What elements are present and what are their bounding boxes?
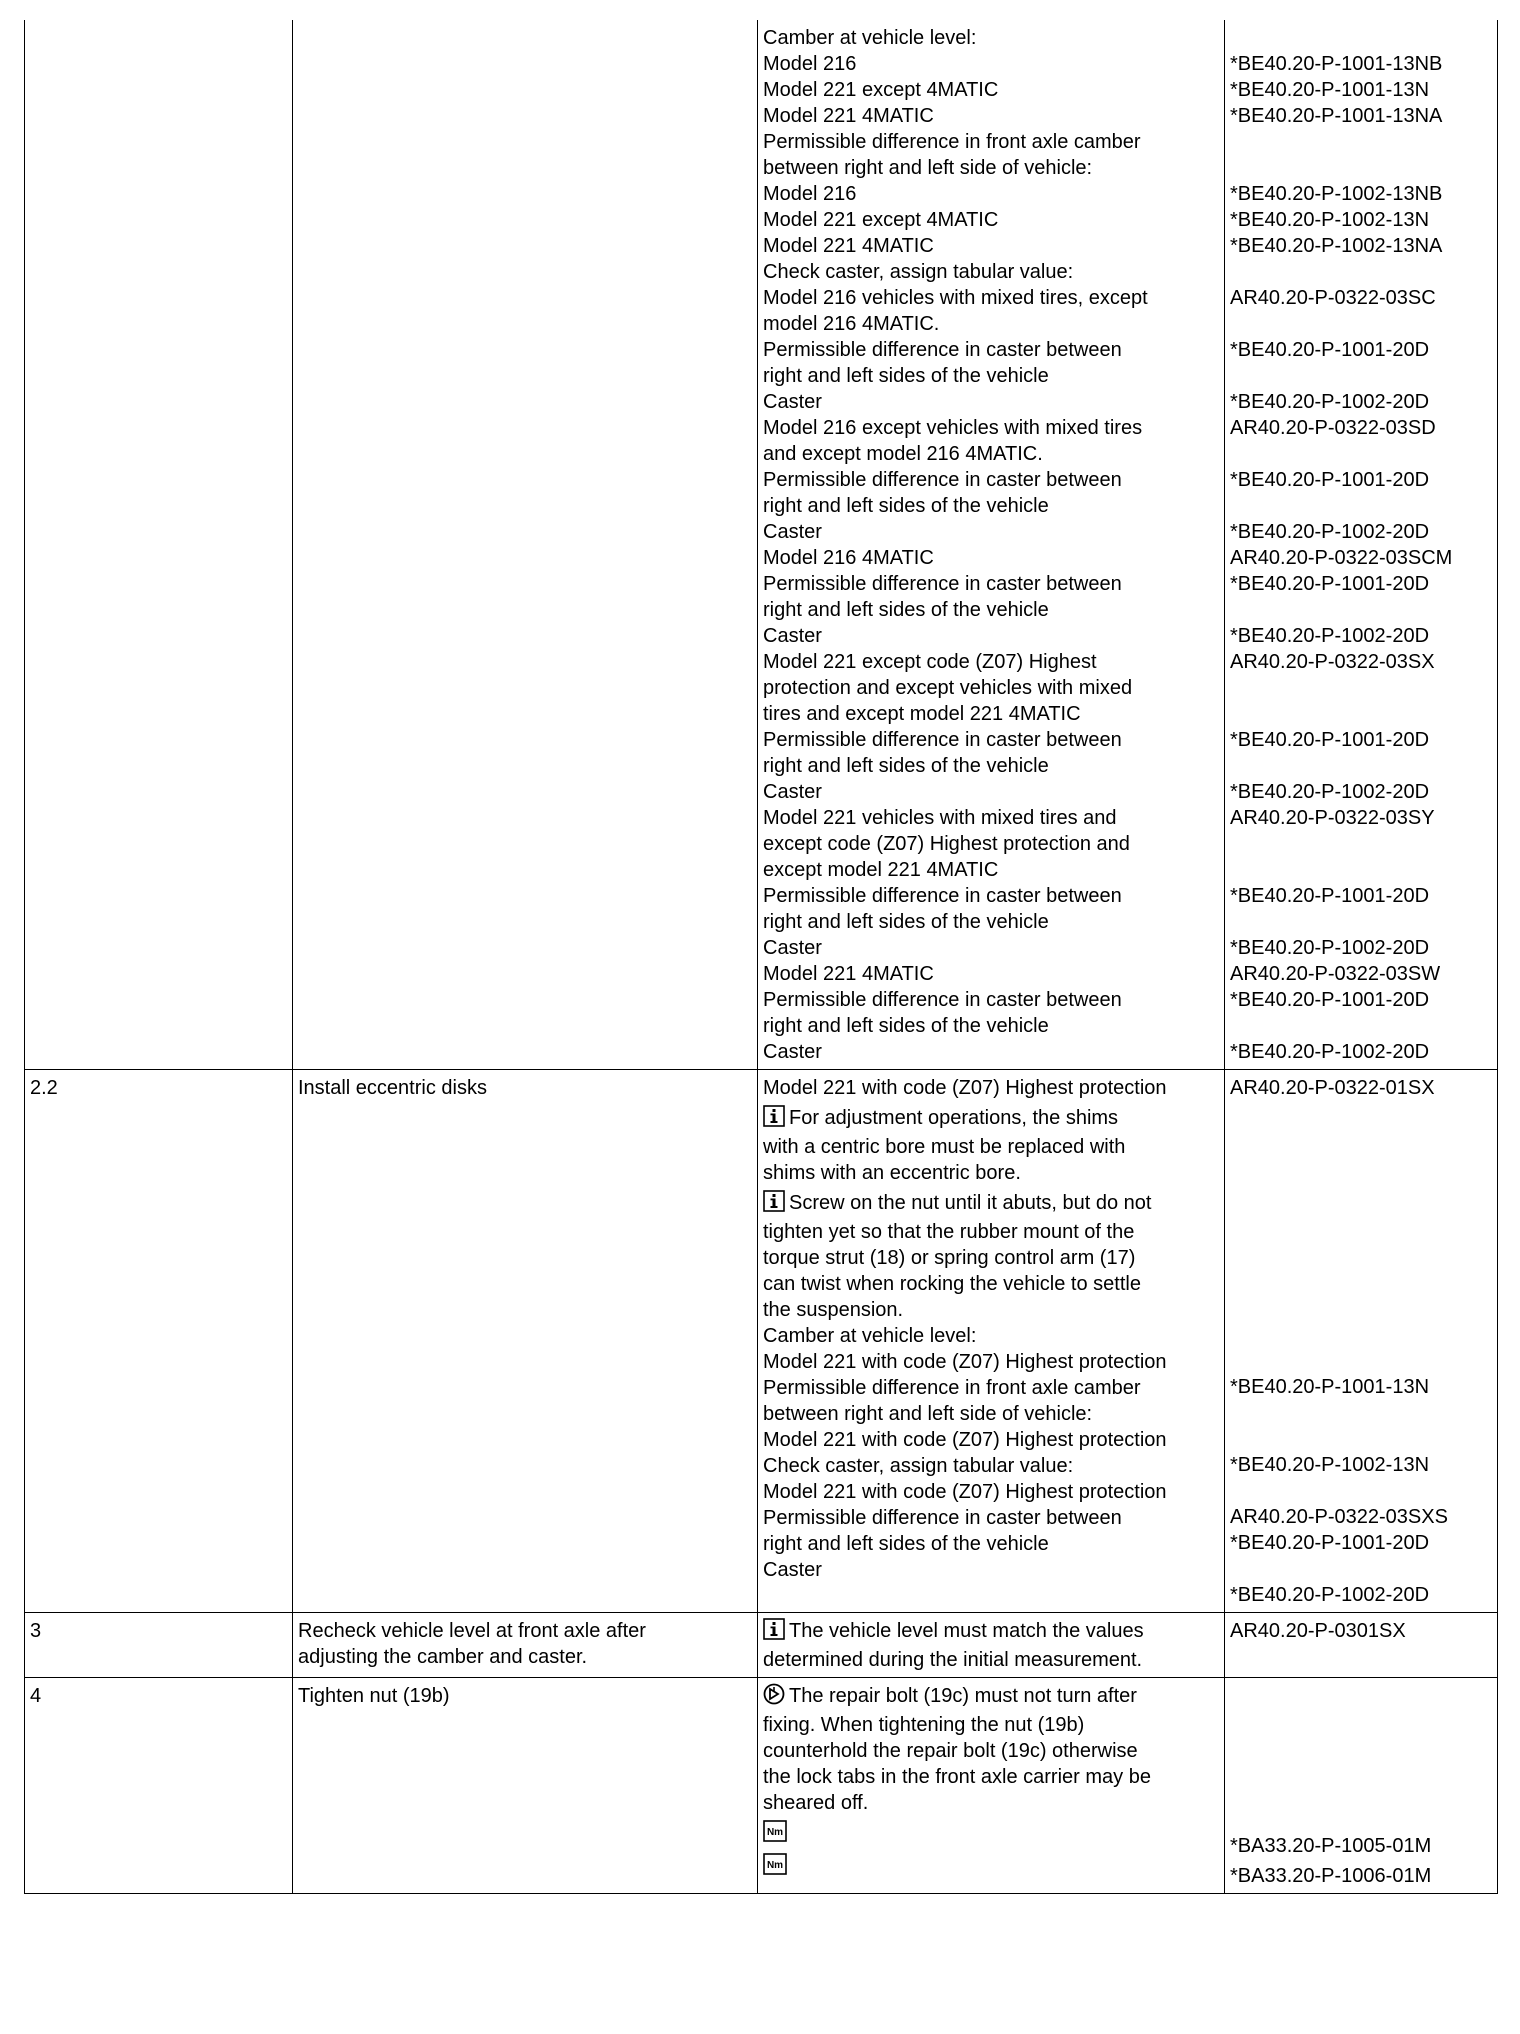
detail-line: AR40.20-P-0322-03SX [1230,651,1435,673]
detail-line: right and left sides of the vehicle [763,599,1049,621]
info-note: For adjustment operations, the shims with a centric bore must be replaced with shims with an eccentric bore. [763,1107,1126,1184]
detail-line [1230,129,1492,155]
detail-line: *BE40.20-P-1002-13NB [1230,183,1443,205]
detail-line: Model 216 [763,53,857,75]
detail-line: *BE40.20-P-1001-20D [1230,573,1430,595]
caution-note: The repair bolt (19c) must not turn after fixing. When tightening the nut (19b) counterhold the repair bolt (19c) otherwise the lock tabs in the front axle carrier may be sheared off. [763,1685,1151,1814]
detail-line [1230,1400,1492,1426]
detail-line [1230,1426,1492,1452]
detail-line [1230,753,1492,779]
detail-line: Permissible difference in caster between [763,1507,1122,1529]
details-cell [758,1613,1225,1678]
detail-line [1230,493,1492,519]
detail-line [1230,1556,1492,1582]
torque-row [763,1820,1219,1849]
details-cell [758,1070,1225,1613]
reference-code: *BA33.20-P-1005-01M [1230,1835,1432,1857]
model-line: Model 221 with code (Z07) Highest protection [763,1077,1167,1099]
detail-line: *BE40.20-P-1001-20D [1230,729,1430,751]
detail-line: *BE40.20-P-1001-20D [1230,885,1430,907]
detail-line: Model 216 vehicles with mixed tires, except [763,287,1148,309]
detail-line: Model 221 with code (Z07) Highest protection [763,1351,1167,1373]
info-note: The vehicle level must match the values determined during the initial measurement. [763,1620,1144,1671]
procedure-table [24,20,1498,1894]
detail-line: Model 221 except code (Z07) Highest [763,651,1097,673]
detail-line [1230,675,1492,701]
detail-line [1230,701,1492,727]
detail-line: *BE40.20-P-1002-13N [1230,1454,1430,1476]
detail-line: AR40.20-P-0322-03SC [1230,287,1436,309]
table-row [25,1070,1498,1613]
table-row [25,1613,1498,1678]
detail-line: *BE40.20-P-1002-20D [1230,781,1430,803]
reference-cell: AR40.20-P-0301SX [1225,1613,1498,1678]
detail-line [1230,909,1492,935]
detail-line: Model 221 except 4MATIC [763,209,999,231]
detail-line [1230,311,1492,337]
detail-line: model 216 4MATIC. [763,313,940,335]
detail-line: Model 221 4MATIC [763,963,934,985]
detail-line: *BE40.20-P-1002-20D [1230,937,1430,959]
detail-line: right and left sides of the vehicle [763,911,1049,933]
info-icon [763,1190,785,1219]
detail-line [1230,831,1492,857]
info-icon [763,1618,785,1647]
operation-cell: Tighten nut (19b) [293,1678,758,1894]
torque-row [763,1853,1219,1882]
step-cell: 4 [25,1678,293,1894]
detail-line: Caster [763,1041,822,1063]
operation-cell [293,20,758,1070]
torque-nm-icon [763,1820,787,1849]
detail-line: Permissible difference in caster between [763,469,1122,491]
detail-line: *BE40.20-P-1001-13NB [1230,53,1443,75]
detail-line: *BE40.20-P-1002-20D [1230,391,1430,413]
detail-line: AR40.20-P-0322-03SY [1230,807,1435,829]
detail-line: Check caster, assign tabular value: [763,1455,1074,1477]
detail-line: AR40.20-P-0322-03SXS [1230,1506,1448,1528]
detail-line: *BE40.20-P-1001-13NA [1230,105,1443,127]
detail-line: Permissible difference in caster between [763,885,1122,907]
caution-icon [763,1683,785,1712]
table-row [25,1678,1498,1894]
operation-cell: Install eccentric disks [293,1070,758,1613]
detail-line: Caster [763,781,822,803]
detail-line: Model 221 4MATIC [763,235,934,257]
detail-line: Permissible difference in front axle camber [763,1377,1141,1399]
detail-line: Caster [763,521,822,543]
step-cell: 3 [25,1613,293,1678]
detail-line: Camber at vehicle level: [763,1325,977,1347]
detail-line: AR40.20-P-0322-03SCM [1230,547,1453,569]
detail-line: Caster [763,391,822,413]
info-note: Screw on the nut until it abuts, but do not tighten yet so that the rubber mount of the torque strut (18) or spring control arm (17) can twist when rocking the vehicle to settle the suspension. [763,1192,1152,1321]
detail-line: *BE40.20-P-1001-13N [1230,79,1430,101]
torque-nm-icon [763,1853,787,1882]
detail-line: Permissible difference in caster between [763,729,1122,751]
detail-line: Model 216 except vehicles with mixed tires [763,417,1143,439]
detail-line: Permissible difference in caster between [763,989,1122,1011]
reference-code: *BA33.20-P-1006-01M [1230,1865,1432,1887]
detail-line [1230,857,1492,883]
reference-code: AR40.20-P-0322-01SX [1230,1077,1435,1099]
detail-line: Permissible difference in front axle camber [763,131,1141,153]
detail-line: right and left sides of the vehicle [763,1533,1049,1555]
step-cell: 2.2 [25,1070,293,1613]
svg-text:Nm: Nm [766,1860,784,1871]
detail-line: *BE40.20-P-1001-20D [1230,1532,1430,1554]
reference-cell [1225,1678,1498,1894]
detail-line: *BE40.20-P-1002-20D [1230,1584,1430,1606]
detail-line: Model 221 4MATIC [763,105,934,127]
detail-line: *BE40.20-P-1002-20D [1230,521,1430,543]
detail-line [1230,597,1492,623]
detail-line [1230,25,1492,51]
info-icon [763,1105,785,1134]
details-cell [758,1678,1225,1894]
detail-line [1230,1013,1492,1039]
detail-line [1230,363,1492,389]
detail-line: *BE40.20-P-1001-13N [1230,1376,1430,1398]
detail-line: Model 221 with code (Z07) Highest protection [763,1429,1167,1451]
detail-line: Caster [763,1559,822,1581]
detail-line: Model 216 4MATIC [763,547,934,569]
detail-line: *BE40.20-P-1002-20D [1230,1041,1430,1063]
detail-line: tires and except model 221 4MATIC [763,703,1081,725]
detail-line: *BE40.20-P-1002-20D [1230,625,1430,647]
detail-line: right and left sides of the vehicle [763,495,1049,517]
detail-line: AR40.20-P-0322-03SD [1230,417,1436,439]
detail-line: except model 221 4MATIC [763,859,999,881]
detail-line: *BE40.20-P-1001-20D [1230,339,1430,361]
svg-text:Nm: Nm [766,1827,784,1838]
detail-line: Camber at vehicle level: [763,27,977,49]
detail-line: Permissible difference in caster between [763,339,1122,361]
detail-line: Caster [763,625,822,647]
detail-line: Check caster, assign tabular value: [763,261,1074,283]
detail-line: right and left sides of the vehicle [763,1015,1049,1037]
detail-line [1230,155,1492,181]
detail-line: and except model 216 4MATIC. [763,443,1043,465]
detail-line: except code (Z07) Highest protection and [763,833,1130,855]
detail-line: right and left sides of the vehicle [763,365,1049,387]
detail-line: Model 221 vehicles with mixed tires and [763,807,1117,829]
detail-line [1230,441,1492,467]
table-row [25,20,1498,1070]
detail-line [1230,1348,1492,1374]
detail-line: Model 221 with code (Z07) Highest protection [763,1481,1167,1503]
step-cell [25,20,293,1070]
reference-cell [1225,1070,1498,1613]
detail-line: *BE40.20-P-1001-20D [1230,989,1430,1011]
reference-cell [1225,20,1498,1070]
detail-line: right and left sides of the vehicle [763,755,1049,777]
detail-line: Model 221 except 4MATIC [763,79,999,101]
operation-cell: Recheck vehicle level at front axle after adjusting the camber and caster. [293,1613,758,1678]
detail-line: *BE40.20-P-1001-20D [1230,469,1430,491]
detail-line: between right and left side of vehicle: [763,1403,1093,1425]
detail-line [1230,1478,1492,1504]
detail-line: between right and left side of vehicle: [763,157,1093,179]
detail-line: *BE40.20-P-1002-13N [1230,209,1430,231]
detail-line: Model 216 [763,183,857,205]
detail-line: *BE40.20-P-1002-13NA [1230,235,1443,257]
details-cell [758,20,1225,1070]
detail-line: AR40.20-P-0322-03SW [1230,963,1441,985]
detail-line [1230,259,1492,285]
detail-line: Permissible difference in caster between [763,573,1122,595]
detail-line: Caster [763,937,822,959]
detail-line: protection and except vehicles with mixed [763,677,1133,699]
